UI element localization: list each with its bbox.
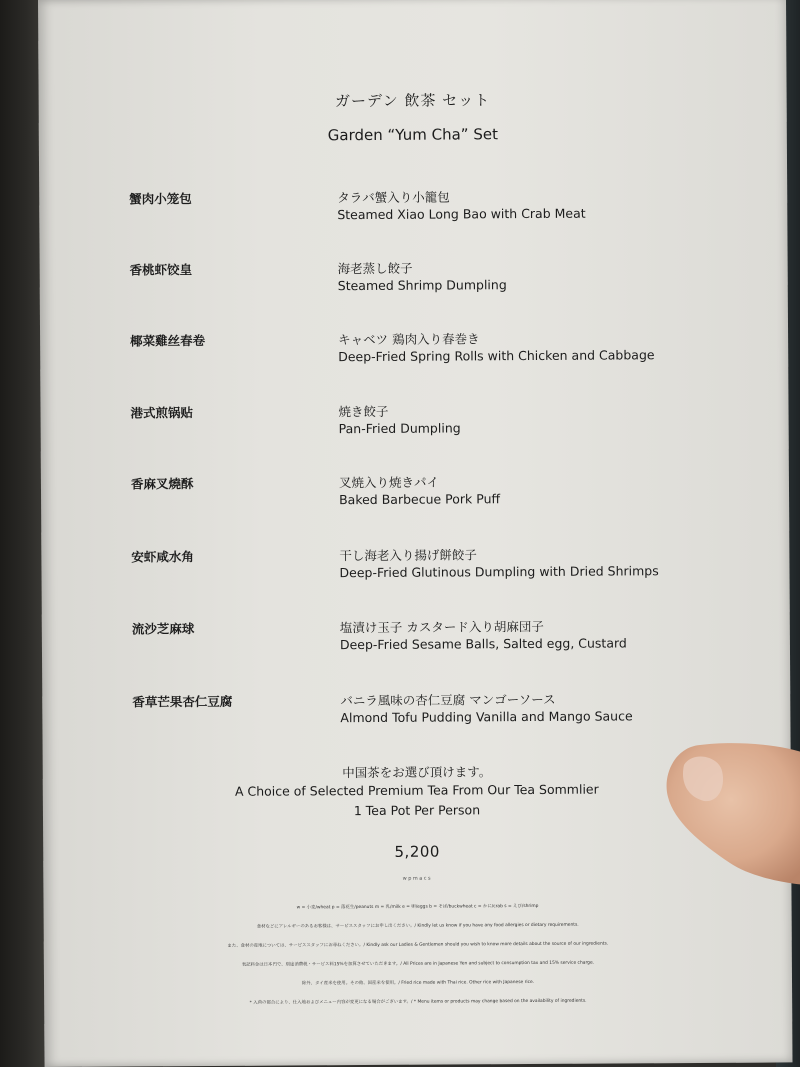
set-price: 5,200 xyxy=(394,842,440,861)
item-name-chinese: 蟹肉小笼包 xyxy=(129,191,192,207)
item-name-japanese: 海老蒸し餃子 xyxy=(337,260,413,277)
tea-note-jp: 中国茶をお選び頂けます。 xyxy=(342,764,492,781)
item-name-english: Steamed Shrimp Dumpling xyxy=(337,277,507,294)
menu-title-jp: ガーデン 飲茶 セット xyxy=(334,91,491,111)
item-name-chinese: 香桃虾饺皇 xyxy=(129,262,193,278)
menu-item xyxy=(40,399,788,454)
menu-item xyxy=(41,543,789,598)
background-left xyxy=(0,0,44,1067)
item-name-japanese: 干し海老入り揚げ餅餃子 xyxy=(339,547,477,564)
menu-item xyxy=(41,470,789,525)
menu-item xyxy=(40,256,788,311)
item-name-chinese: 香麻叉燒酥 xyxy=(130,476,194,492)
item-name-english: Deep-Fried Glutinous Dumpling with Dried Shrimps xyxy=(339,563,659,581)
item-name-chinese: 流沙芝麻球 xyxy=(131,621,195,637)
item-name-japanese: 焼き餃子 xyxy=(338,403,389,420)
menu-item xyxy=(42,688,790,743)
item-name-english: Deep-Fried Spring Rolls with Chicken and Cabbage xyxy=(338,347,655,365)
item-name-english: Pan-Fried Dumpling xyxy=(338,420,461,437)
menu-title-en: Garden “Yum Cha” Set xyxy=(327,125,498,145)
menu-item xyxy=(39,185,787,240)
fine-print-availability: * 入荷の都合により、仕入地およびメニュー内容が変更になる場合がございます。/ * Menu items or products may change based on the availability of ingredients. xyxy=(249,998,587,1006)
item-name-chinese: 港式煎锅贴 xyxy=(130,405,194,421)
menu-item xyxy=(40,327,788,382)
item-name-chinese: 椰菜雞丝春卷 xyxy=(130,332,206,349)
allergen-marks: wpmacs xyxy=(402,875,433,882)
fine-print-sources: また、食材の産地については、サービススタッフにお尋ねください。/ Kindly ask our Ladies & Gentlemen should you wish to know more details about the source of our ingredients. xyxy=(227,941,609,949)
fine-print-prices: 表記料金は日本円で、別途消費税・サービス料15%を加算させていただきます。/ All Prices are in Japanese Yen and subject to consumption tax and 15% service charge. xyxy=(241,960,595,968)
item-name-chinese: 香草芒果杏仁豆腐 xyxy=(132,693,233,710)
item-name-japanese: タラバ蟹入り小籠包 xyxy=(337,189,450,206)
fine-print-rice: 除外、タイ産米を使用。その他、国産米を使用。/ Fried rice made with Thai rice. Other rice with Japanese rice. xyxy=(301,979,535,987)
item-name-english: Steamed Xiao Long Bao with Crab Meat xyxy=(337,205,586,223)
item-name-english: Baked Barbecue Pork Puff xyxy=(339,491,501,508)
item-name-japanese: バニラ風味の杏仁豆腐 マンゴーソース xyxy=(340,691,556,709)
item-name-japanese: キャベツ 鶏肉入り春巻き xyxy=(338,331,480,348)
menu-item xyxy=(42,615,790,670)
tea-note-en: A Choice of Selected Premium Tea From Our Tea Sommlier xyxy=(234,781,599,799)
fine-print-allergen-key: w = 小麦/wheat p = 落花生/peanuts m = 乳/milk e = 卵/eggs b = そば/buckwheat c = かに/crab s = えび/shrimp xyxy=(296,903,539,911)
item-name-english: Almond Tofu Pudding Vanilla and Mango Sauce xyxy=(340,708,633,726)
item-name-japanese: 叉焼入り焼きパイ xyxy=(338,474,440,491)
item-name-chinese: 安虾咸水角 xyxy=(131,549,194,565)
item-name-japanese: 塩漬け玉子 カスタード入り胡麻団子 xyxy=(339,618,544,636)
menu-page xyxy=(38,0,793,1067)
item-name-english: Deep-Fried Sesame Balls, Salted egg, Custard xyxy=(339,635,627,653)
tea-note-pot: 1 Tea Pot Per Person xyxy=(353,802,481,819)
fine-print-allergies: 食材などにアレルギーのあるお客様は、サービススタッフにお申し出ください。/ Kindly let us know if you have any food allergies or dietary requirements. xyxy=(256,922,579,930)
